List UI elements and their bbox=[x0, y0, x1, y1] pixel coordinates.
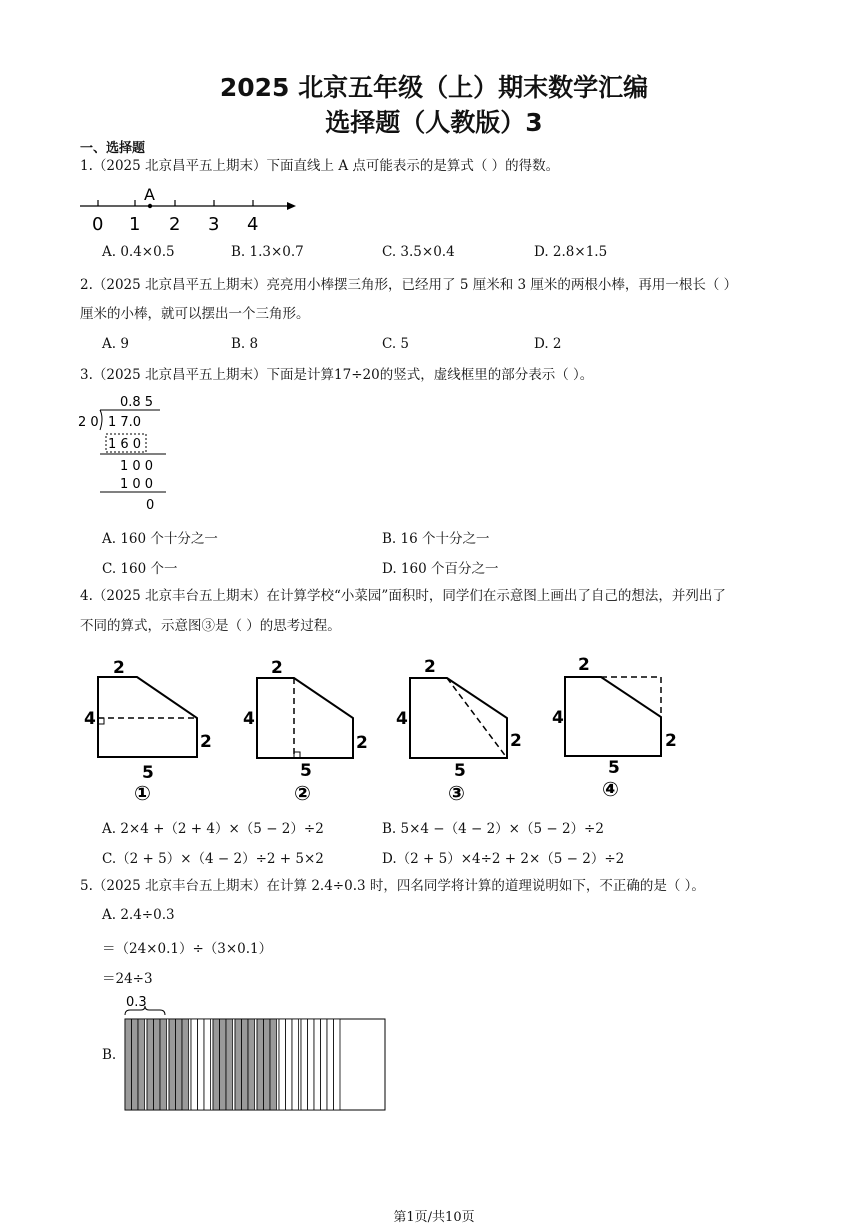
long-division bbox=[76, 392, 176, 516]
question-3-text: 3.（2025 北京昌平五上期末）下面是计算17÷20的竖式，虚线框里的部分表示（ ）。 bbox=[80, 367, 594, 383]
strip-cell bbox=[138, 1019, 145, 1110]
svg-text:4: 4 bbox=[552, 708, 564, 728]
strip-cell bbox=[176, 1019, 183, 1110]
svg-text:2: 2 bbox=[271, 658, 283, 678]
decimal-strip-model bbox=[122, 993, 392, 1115]
q4-option-d: D.（2 + 5）×4÷2 + 2×（5 − 2）÷2 bbox=[382, 851, 625, 867]
question-2-line2: 厘米的小棒，就可以摆出一个三角形。 bbox=[80, 306, 310, 322]
strip-cell bbox=[314, 1019, 321, 1110]
strip-cell bbox=[264, 1019, 271, 1110]
boxed-product: 1 6 0 bbox=[108, 437, 142, 452]
question-5-text: 5.（2025 北京丰台五上期末）在计算 2.4÷0.3 时，四名同学将计算的道理说明如下，不正确的是（ ）。 bbox=[80, 878, 705, 894]
q1-option-c: C. 3.5×0.4 bbox=[382, 244, 455, 260]
q5-option-a-line1: A. 2.4÷0.3 bbox=[102, 907, 175, 923]
svg-text:4: 4 bbox=[396, 709, 408, 729]
strip-cell bbox=[204, 1019, 211, 1110]
strip-cell bbox=[220, 1019, 227, 1110]
question-4-line2: 不同的算式，示意图③是（ ）的思考过程。 bbox=[80, 618, 341, 634]
question-2-line1: 2.（2025 北京昌平五上期末）亮亮用小棒摆三角形，已经用了 5 厘米和 3 厘米的两根小棒，再用一根长（ ） bbox=[80, 277, 738, 293]
strip-cell bbox=[132, 1019, 139, 1110]
strip-cell bbox=[160, 1019, 167, 1110]
svg-text:5: 5 bbox=[608, 758, 620, 778]
q5-option-a-line2: ＝（24×0.1）÷（3×0.1） bbox=[102, 941, 273, 957]
q5-option-b-label: B. bbox=[102, 1047, 117, 1063]
svg-text:5: 5 bbox=[454, 761, 466, 781]
strip-cell bbox=[198, 1019, 205, 1110]
q4-option-a: A. 2×4 +（2 + 4）×（5 − 2）÷2 bbox=[102, 821, 324, 837]
strip-cell bbox=[270, 1019, 277, 1110]
q2-option-c: C. 5 bbox=[382, 336, 410, 352]
remainder-3: 0 bbox=[146, 498, 155, 513]
strip-cell bbox=[301, 1019, 308, 1110]
svg-text:①: ① bbox=[134, 781, 151, 805]
q3-option-c: C. 160 个一 bbox=[102, 561, 178, 577]
diagram-2 bbox=[243, 658, 368, 805]
svg-text:④: ④ bbox=[602, 777, 619, 801]
q1-option-a: A. 0.4×0.5 bbox=[102, 244, 175, 260]
svg-text:2: 2 bbox=[578, 655, 590, 675]
strip-cell bbox=[125, 1019, 132, 1110]
svg-text:②: ② bbox=[294, 781, 311, 805]
strip-cell bbox=[248, 1019, 255, 1110]
strip-cell bbox=[191, 1019, 198, 1110]
svg-text:2: 2 bbox=[356, 733, 368, 753]
strip-cells bbox=[125, 1019, 340, 1110]
strip-cell bbox=[308, 1019, 315, 1110]
question-1-text: 1.（2025 北京昌平五上期末）下面直线上 A 点可能表示的是算式（ ）的得数。 bbox=[80, 158, 560, 174]
strip-cell bbox=[169, 1019, 176, 1110]
q5-option-a-line3: ＝24÷3 bbox=[102, 971, 153, 987]
strip-cell bbox=[286, 1019, 293, 1110]
strip-cell bbox=[226, 1019, 233, 1110]
q1-option-b: B. 1.3×0.7 bbox=[231, 244, 304, 260]
strip-cell bbox=[321, 1019, 328, 1110]
number-line bbox=[78, 182, 300, 234]
remainder-2: 1 0 0 bbox=[120, 477, 154, 492]
q4-option-b: B. 5×4 −（4 − 2）×（5 − 2）÷2 bbox=[382, 821, 604, 837]
svg-text:5: 5 bbox=[142, 763, 154, 783]
section-heading: 一、选择题 bbox=[80, 141, 146, 156]
garden-diagrams bbox=[80, 652, 700, 807]
page-footer: 第1页/共10页 bbox=[393, 1210, 475, 1225]
svg-text:2: 2 bbox=[200, 732, 212, 752]
dividend: 1 7.0 bbox=[108, 415, 142, 430]
q4-option-c: C.（2 + 5）×（4 − 2）÷2 + 5×2 bbox=[102, 851, 324, 867]
svg-text:2: 2 bbox=[113, 658, 125, 678]
point-a-label: A bbox=[144, 185, 155, 204]
strip-cell bbox=[147, 1019, 154, 1110]
strip-cell bbox=[154, 1019, 161, 1110]
diagram-4 bbox=[552, 655, 677, 801]
svg-text:2: 2 bbox=[665, 731, 677, 751]
tick-label: 3 bbox=[208, 214, 220, 234]
q2-option-b: B. 8 bbox=[231, 336, 259, 352]
strip-cell bbox=[279, 1019, 286, 1110]
point-a-marker bbox=[148, 204, 152, 208]
svg-text:2: 2 bbox=[424, 657, 436, 677]
tick-label: 2 bbox=[169, 214, 181, 234]
svg-text:5: 5 bbox=[300, 761, 312, 781]
strip-cell bbox=[334, 1019, 341, 1110]
diagram-3 bbox=[396, 657, 522, 805]
diagram-1 bbox=[84, 658, 212, 805]
svg-text:③: ③ bbox=[448, 781, 465, 805]
question-4-line1: 4.（2025 北京丰台五上期末）在计算学校“小菜园”面积时，同学们在示意图上画出了自己的想法，并列出了 bbox=[80, 588, 726, 604]
svg-text:4: 4 bbox=[84, 709, 96, 729]
q2-option-d: D. 2 bbox=[534, 336, 562, 352]
svg-text:4: 4 bbox=[243, 709, 255, 729]
tick-label: 4 bbox=[247, 214, 259, 234]
remainder-1: 1 0 0 bbox=[120, 459, 154, 474]
strip-cell bbox=[213, 1019, 220, 1110]
strip-cell bbox=[235, 1019, 242, 1110]
tick-label: 0 bbox=[92, 214, 104, 234]
svg-text:2: 2 bbox=[510, 731, 522, 751]
quotient: 0.8 5 bbox=[120, 395, 154, 410]
strip-cell bbox=[242, 1019, 249, 1110]
q2-option-a: A. 9 bbox=[102, 336, 129, 352]
q3-option-a: A. 160 个十分之一 bbox=[102, 531, 218, 547]
strip-label: 0.3 bbox=[126, 995, 147, 1010]
document-subtitle: 选择题（人教版）3 bbox=[325, 108, 543, 137]
divisor: 2 0 bbox=[78, 415, 99, 430]
strip-cell bbox=[327, 1019, 334, 1110]
q3-option-b: B. 16 个十分之一 bbox=[382, 531, 490, 547]
strip-cell bbox=[182, 1019, 189, 1110]
strip-cell bbox=[292, 1019, 299, 1110]
document-title: 2025 北京五年级（上）期末数学汇编 bbox=[219, 73, 649, 102]
q1-option-d: D. 2.8×1.5 bbox=[534, 244, 608, 260]
tick-label: 1 bbox=[129, 214, 141, 234]
strip-cell bbox=[257, 1019, 264, 1110]
q3-option-d: D. 160 个百分之一 bbox=[382, 561, 499, 577]
